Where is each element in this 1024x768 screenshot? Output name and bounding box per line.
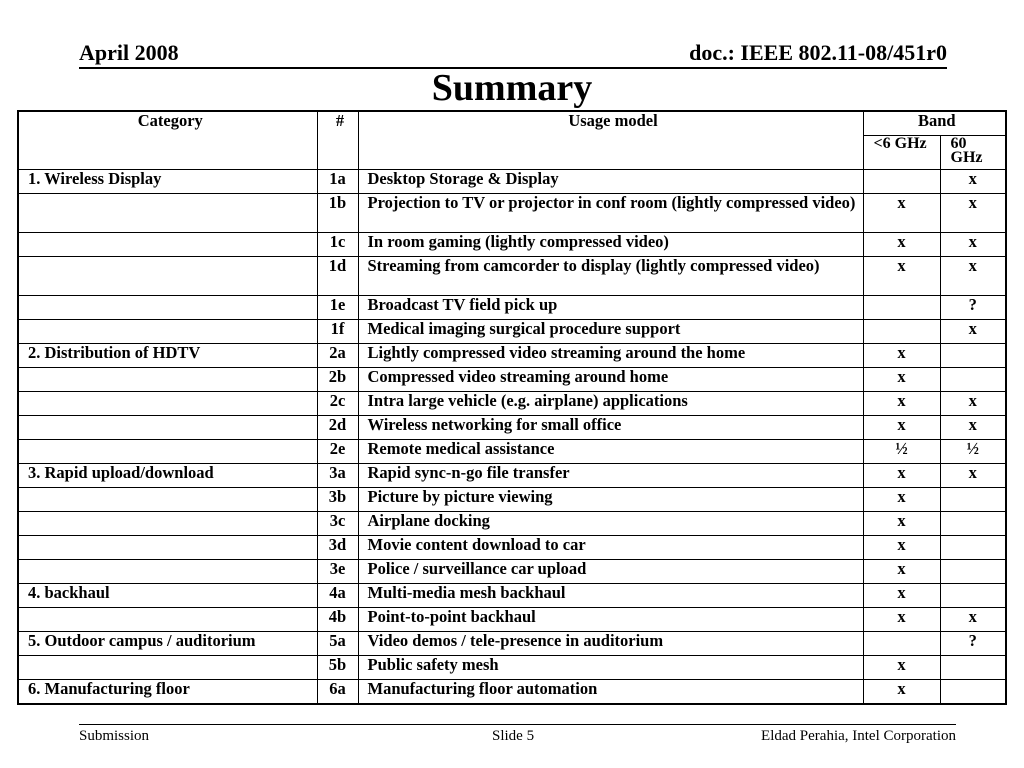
band-low-cell: x bbox=[863, 368, 940, 392]
usage-model-cell: Desktop Storage & Display bbox=[358, 170, 863, 194]
footer-author: Eldad Perahia, Intel Corporation bbox=[761, 728, 956, 744]
table-row bbox=[18, 608, 1006, 632]
band-high-cell: x bbox=[940, 233, 1006, 257]
usage-model-cell: Rapid sync-n-go file transfer bbox=[358, 464, 863, 488]
number-cell: 3c bbox=[317, 512, 358, 536]
column-header-number: # bbox=[317, 111, 358, 170]
table-row bbox=[18, 560, 1006, 584]
number-cell: 5b bbox=[317, 656, 358, 680]
table-row bbox=[18, 584, 1006, 608]
usage-model-cell: Remote medical assistance bbox=[358, 440, 863, 464]
table-row bbox=[18, 656, 1006, 680]
band-high-cell: x bbox=[940, 194, 1006, 233]
band-low-cell: x bbox=[863, 233, 940, 257]
number-cell: 4b bbox=[317, 608, 358, 632]
category-cell bbox=[18, 320, 317, 344]
number-cell: 1d bbox=[317, 257, 358, 296]
band-low-cell: x bbox=[863, 392, 940, 416]
band-high-cell: x bbox=[940, 320, 1006, 344]
number-cell: 2e bbox=[317, 440, 358, 464]
band-high-cell: x bbox=[940, 416, 1006, 440]
usage-model-cell: Police / surveillance car upload bbox=[358, 560, 863, 584]
category-cell: 3. Rapid upload/download bbox=[18, 464, 317, 488]
band-low-cell: x bbox=[863, 512, 940, 536]
number-cell: 1e bbox=[317, 296, 358, 320]
category-cell bbox=[18, 512, 317, 536]
band-low-cell bbox=[863, 320, 940, 344]
usage-model-cell: Movie content download to car bbox=[358, 536, 863, 560]
usage-model-cell: In room gaming (lightly compressed video) bbox=[358, 233, 863, 257]
usage-model-cell: Manufacturing floor automation bbox=[358, 680, 863, 705]
category-cell bbox=[18, 392, 317, 416]
band-low-cell: x bbox=[863, 656, 940, 680]
number-cell: 2c bbox=[317, 392, 358, 416]
band-low-cell: x bbox=[863, 608, 940, 632]
number-cell: 3e bbox=[317, 560, 358, 584]
usage-model-cell: Medical imaging surgical procedure support bbox=[358, 320, 863, 344]
band-high-cell: x bbox=[940, 464, 1006, 488]
category-cell: 4. backhaul bbox=[18, 584, 317, 608]
column-header-usage-model: Usage model bbox=[358, 111, 863, 170]
usage-model-cell: Streaming from camcorder to display (lightly compressed video) bbox=[358, 257, 863, 296]
number-cell: 6a bbox=[317, 680, 358, 705]
category-cell bbox=[18, 440, 317, 464]
usage-model-cell: Projection to TV or projector in conf room (lightly compressed video) bbox=[358, 194, 863, 233]
page-title: Summary bbox=[431, 67, 593, 109]
band-low-cell: x bbox=[863, 464, 940, 488]
band-low-cell: x bbox=[863, 416, 940, 440]
category-cell: 2. Distribution of HDTV bbox=[18, 344, 317, 368]
number-cell: 1b bbox=[317, 194, 358, 233]
usage-model-cell: Intra large vehicle (e.g. airplane) applications bbox=[358, 392, 863, 416]
band-low-cell: x bbox=[863, 560, 940, 584]
band-high-cell bbox=[940, 368, 1006, 392]
band-low-cell: x bbox=[863, 488, 940, 512]
usage-model-cell: Picture by picture viewing bbox=[358, 488, 863, 512]
column-header-category: Category bbox=[18, 111, 317, 170]
table-row bbox=[18, 320, 1006, 344]
usage-model-cell: Multi-media mesh backhaul bbox=[358, 584, 863, 608]
number-cell: 4a bbox=[317, 584, 358, 608]
usage-model-cell: Point-to-point backhaul bbox=[358, 608, 863, 632]
category-cell bbox=[18, 416, 317, 440]
category-cell bbox=[18, 194, 317, 233]
category-cell bbox=[18, 656, 317, 680]
band-low-cell bbox=[863, 170, 940, 194]
footer-submission: Submission bbox=[79, 728, 150, 744]
category-cell: 1. Wireless Display bbox=[18, 170, 317, 194]
table-row bbox=[18, 536, 1006, 560]
table-row bbox=[18, 440, 1006, 464]
band-low-cell bbox=[863, 632, 940, 656]
summary-table bbox=[17, 110, 1007, 705]
usage-model-cell: Broadcast TV field pick up bbox=[358, 296, 863, 320]
category-cell bbox=[18, 536, 317, 560]
band-high-cell bbox=[940, 512, 1006, 536]
table-row bbox=[18, 680, 1006, 705]
table-row bbox=[18, 416, 1006, 440]
table-row bbox=[18, 344, 1006, 368]
category-cell bbox=[18, 608, 317, 632]
category-cell: 5. Outdoor campus / auditorium bbox=[18, 632, 317, 656]
band-high-cell: x bbox=[940, 170, 1006, 194]
category-cell: 6. Manufacturing floor bbox=[18, 680, 317, 705]
band-high-cell: ½ bbox=[940, 440, 1006, 464]
band-low-cell: x bbox=[863, 194, 940, 233]
band-low-cell: ½ bbox=[863, 440, 940, 464]
footer-divider bbox=[79, 724, 956, 725]
table-row bbox=[18, 194, 1006, 233]
band-low-cell: x bbox=[863, 584, 940, 608]
band-high-cell bbox=[940, 560, 1006, 584]
usage-model-cell: Airplane docking bbox=[358, 512, 863, 536]
usage-model-cell: Video demos / tele-presence in auditorium bbox=[358, 632, 863, 656]
band-high-cell: ? bbox=[940, 296, 1006, 320]
band-low-cell: x bbox=[863, 536, 940, 560]
band-low-cell: x bbox=[863, 344, 940, 368]
usage-model-cell: Public safety mesh bbox=[358, 656, 863, 680]
category-cell bbox=[18, 488, 317, 512]
footer-slide-number: Slide 5 bbox=[492, 728, 535, 744]
usage-model-cell: Wireless networking for small office bbox=[358, 416, 863, 440]
table-row bbox=[18, 368, 1006, 392]
band-low-cell bbox=[863, 296, 940, 320]
table-row bbox=[18, 257, 1006, 296]
number-cell: 2d bbox=[317, 416, 358, 440]
band-high-cell: x bbox=[940, 257, 1006, 296]
band-high-cell bbox=[940, 344, 1006, 368]
column-header-band-low: <6 GHz bbox=[863, 136, 940, 170]
band-high-cell bbox=[940, 488, 1006, 512]
usage-model-cell: Lightly compressed video streaming around the home bbox=[358, 344, 863, 368]
band-low-cell: x bbox=[863, 257, 940, 296]
number-cell: 2a bbox=[317, 344, 358, 368]
table-row bbox=[18, 233, 1006, 257]
number-cell: 5a bbox=[317, 632, 358, 656]
category-cell bbox=[18, 296, 317, 320]
column-header-band: Band bbox=[863, 111, 1006, 136]
number-cell: 1a bbox=[317, 170, 358, 194]
band-high-cell: ? bbox=[940, 632, 1006, 656]
band-high-cell bbox=[940, 584, 1006, 608]
usage-model-cell: Compressed video streaming around home bbox=[358, 368, 863, 392]
table-row bbox=[18, 464, 1006, 488]
table-row bbox=[18, 512, 1006, 536]
header-doc-id: doc.: IEEE 802.11-08/451r0 bbox=[689, 40, 947, 65]
band-high-cell bbox=[940, 536, 1006, 560]
table-row bbox=[18, 488, 1006, 512]
category-cell bbox=[18, 257, 317, 296]
table-row bbox=[18, 170, 1006, 194]
number-cell: 3a bbox=[317, 464, 358, 488]
header-date: April 2008 bbox=[79, 40, 179, 65]
band-high-cell: x bbox=[940, 392, 1006, 416]
category-cell bbox=[18, 560, 317, 584]
number-cell: 2b bbox=[317, 368, 358, 392]
band-low-cell: x bbox=[863, 680, 940, 705]
number-cell: 1c bbox=[317, 233, 358, 257]
number-cell: 3b bbox=[317, 488, 358, 512]
category-cell bbox=[18, 233, 317, 257]
table-row bbox=[18, 296, 1006, 320]
table-row bbox=[18, 632, 1006, 656]
category-cell bbox=[18, 368, 317, 392]
number-cell: 3d bbox=[317, 536, 358, 560]
band-high-cell bbox=[940, 680, 1006, 705]
column-header-band-high: 60 GHz bbox=[940, 136, 1006, 170]
band-high-cell bbox=[940, 656, 1006, 680]
band-high-cell: x bbox=[940, 608, 1006, 632]
number-cell: 1f bbox=[317, 320, 358, 344]
table-row bbox=[18, 392, 1006, 416]
